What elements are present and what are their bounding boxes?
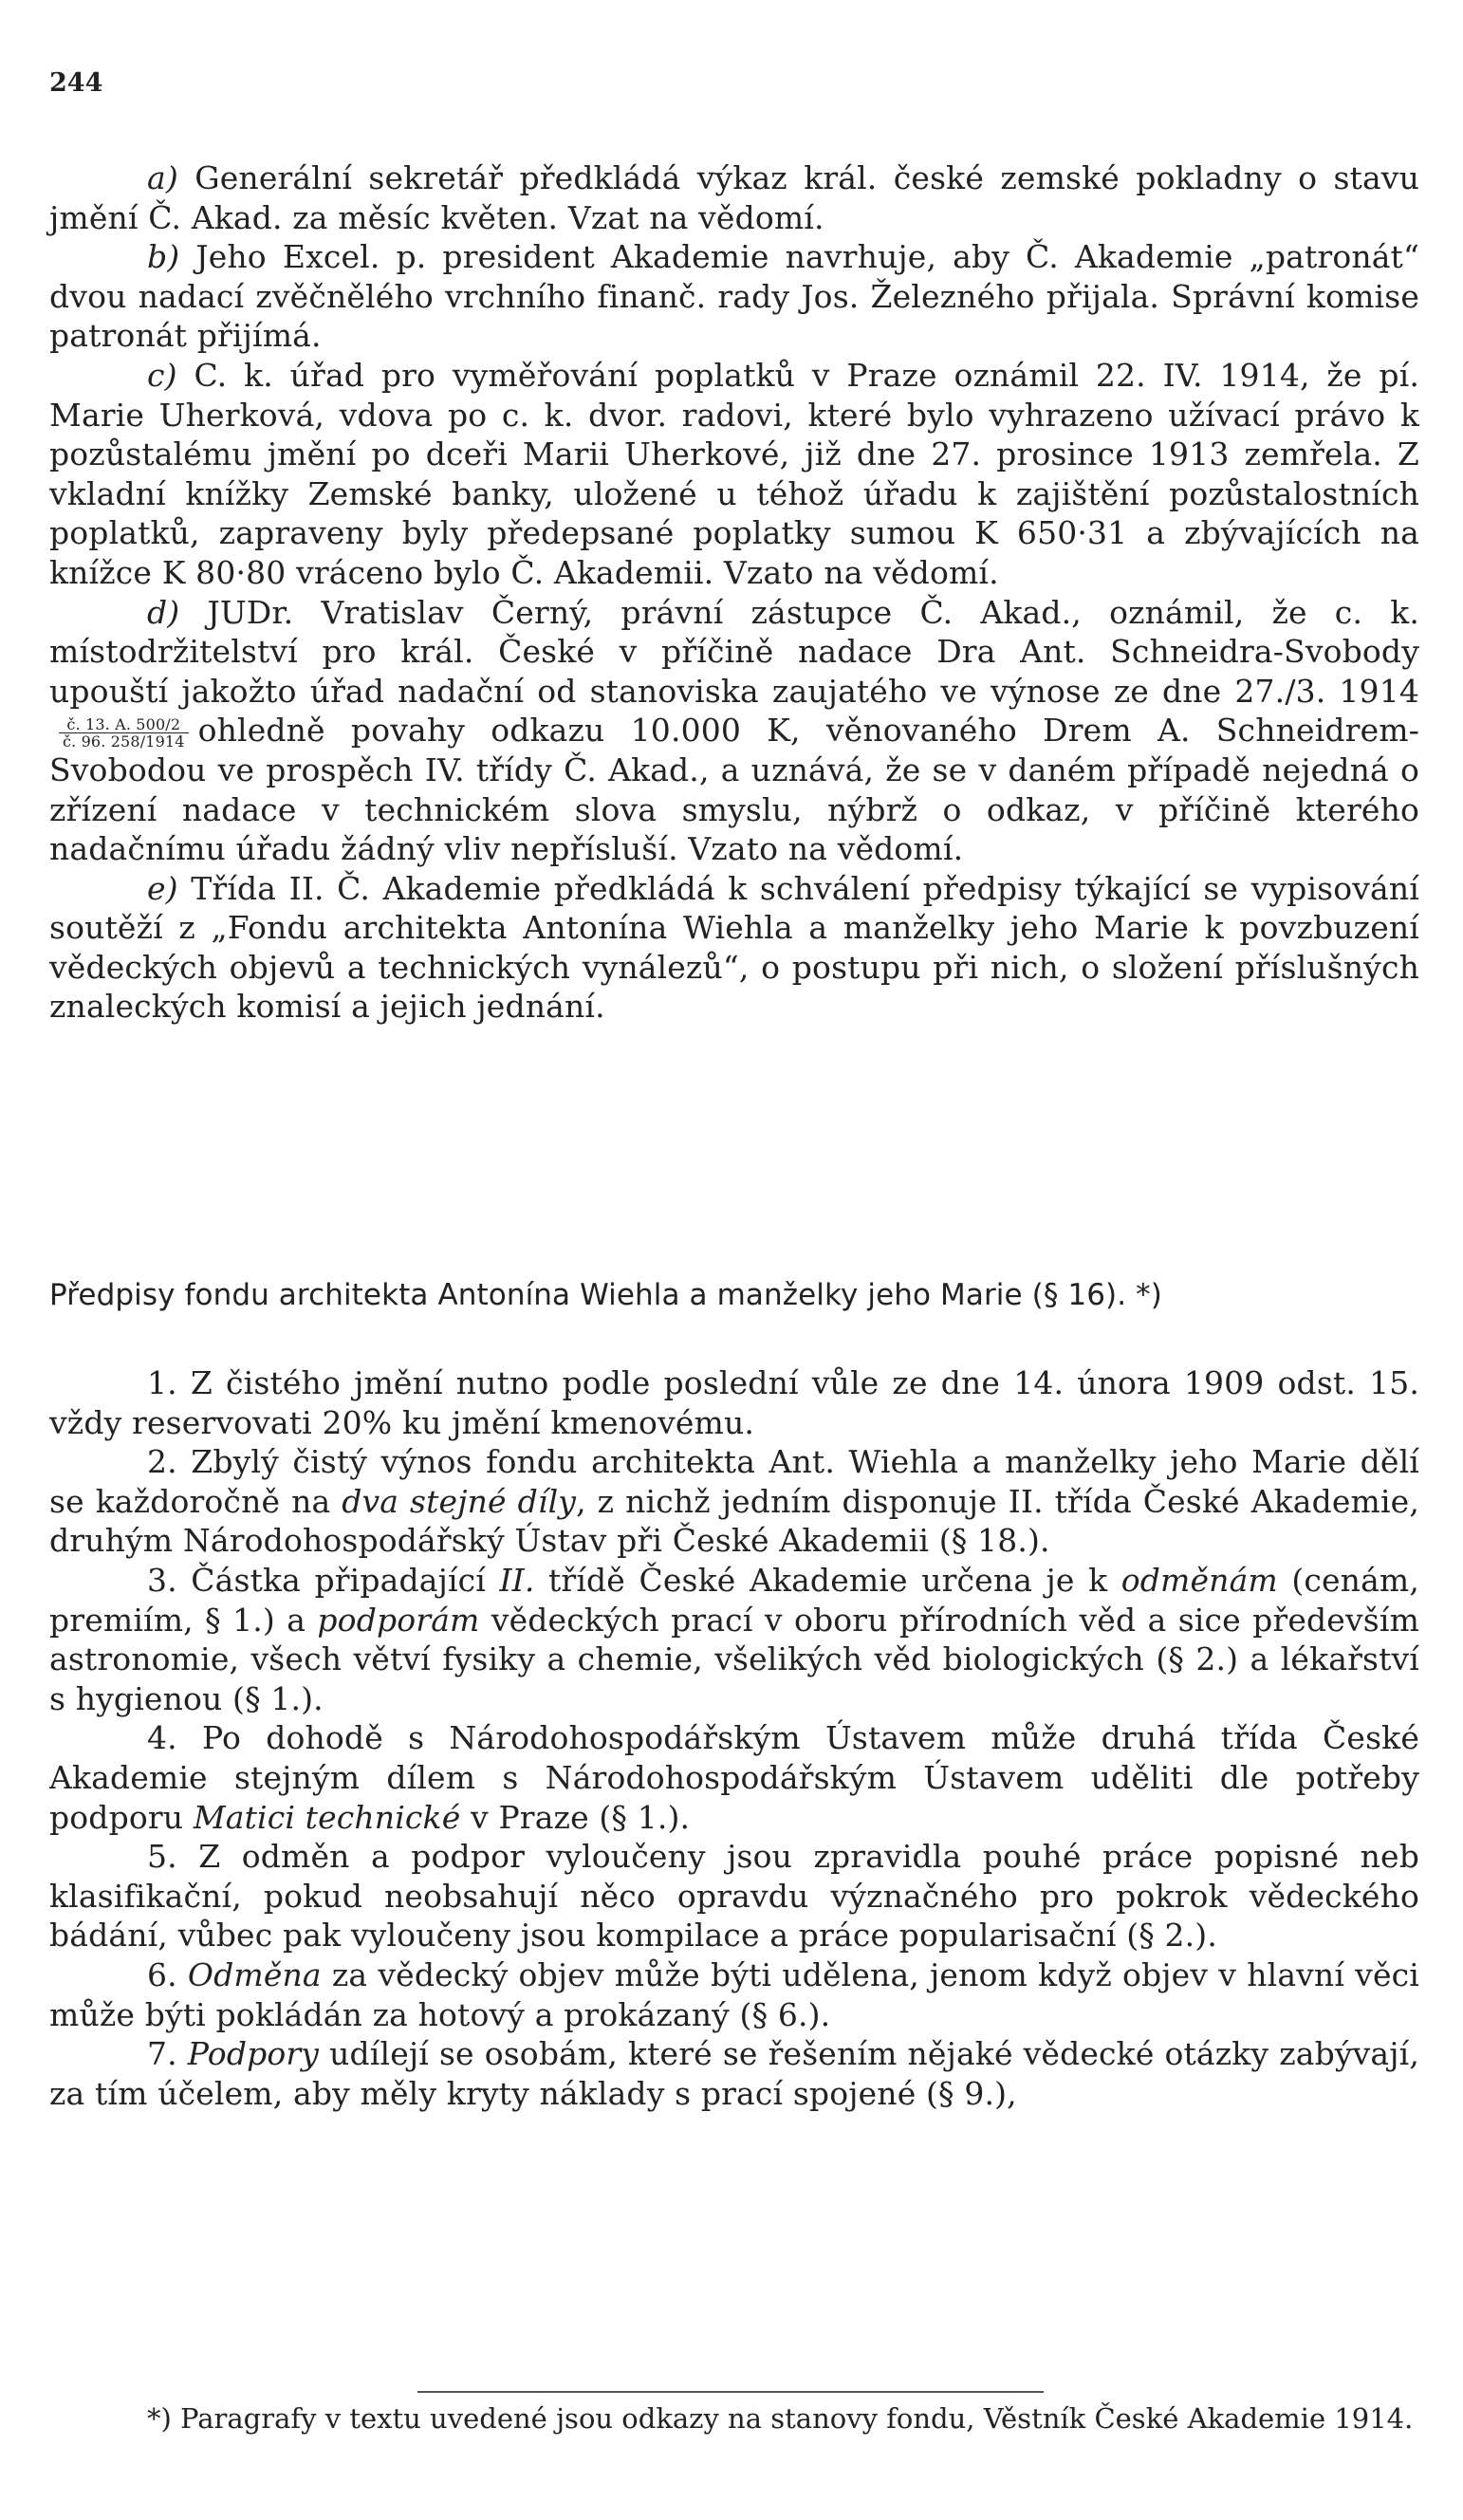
item-d-text-after: ohledně povahy odkazu 10.000 K, věnovaného Drem A. Schneidrem-Svobodou ve prospěch IV. třídy Č. Akad., a uznává, že se v daném případě nejedná o zřízení nadace v technickém slova smyslu, nýbrž o odkaz, v příčině kterého nadačnímu úřadu žádný vliv nepřísluší. Vzato na vědomí. [49, 712, 1419, 868]
item-a-label: a) [147, 159, 178, 196]
item-e-label: e) [147, 869, 178, 907]
rule-3-emphasis-3: podporám [317, 1601, 480, 1639]
rule-3-emphasis-2: odměnám [1120, 1561, 1278, 1599]
fraction-denominator: č. 96. 258/1914 [63, 732, 185, 750]
rule-3-text-after: vědeckých prací v oboru přírodních věd a sice především astronomie, všech větví fysiky a chemie, všelikých věd biologických (§ 2.) a lékařství s hygienou (§ 1.). [49, 1601, 1420, 1717]
item-d-text-before: JUDr. Vratislav Černý, právní zástupce Č. Akad., oznámil, že c. k. místodržitelství pro král. České v příčině nadace Dra Ant. Schneidra-Svobody upouští jakožto úřad nadační od stanoviska zaujatého ve výnose ze dne 27./3. 1914 [49, 593, 1419, 710]
rule-7-text-before: 7. [147, 2035, 188, 2073]
rule-3 [49, 1561, 1419, 1718]
item-e [49, 869, 1419, 1027]
item-b-label: b) [147, 238, 180, 276]
rule-4-text-before: 4. Po dohodě s Národohospodářským Ústavem může druhá třída České Akademie stejným dílem s Národohospodářským Ústavem uděliti dle potřeby podporu [49, 1719, 1419, 1836]
item-e-text: Třída II. Č. Akademie předkládá k schválení předpisy týkající se vypisování soutěží z „Fondu architekta Antonína Wiehla a manželky jeho Marie k povzbuzení vědeckých objevů a technických vynálezů“, o postupu při nich, o složení příslušných znaleckých komisí a jejich jednání. [49, 869, 1419, 1026]
rule-6-emphasis: Odměna [187, 1955, 322, 1993]
rule-2 [49, 1442, 1419, 1561]
rule-6 [49, 1955, 1419, 2034]
rule-3-text-mid-1: třídě České Akademie určena je k [534, 1561, 1121, 1599]
item-b-text: Jeho Excel. p. president Akademie navrhuje, aby Č. Akademie „patronát“ dvou nadací zvěčnělého vrchního finanč. rady Jos. Železného přijala. Správní komise patronát přijímá. [49, 238, 1419, 355]
item-c-text: C. k. úřad pro vyměřování poplatků v Praze oznámil 22. IV. 1914, že pí. Marie Uherková, vdova po c. k. dvor. radovi, které bylo vyhrazeno užívací právo k pozůstalému jmění po dceři Marii Uherkové, již dne 27. prosince 1913 zemřela. Z vkladní knížky Zemské banky, uložené u téhož úřadu k zajištění pozůstalostních poplatků, zapraveny byly předepsané poplatky sumou K 650·31 a zbývajících na knížce K 80·80 vráceno bylo Č. Akademii. Vzato na vědomí. [49, 356, 1419, 591]
page-number: 244 [49, 68, 103, 98]
item-d [49, 593, 1419, 869]
fraction-numerator: č. 13. A. 500/2 [59, 716, 189, 733]
rule-6-text-before: 6. [147, 1955, 188, 1993]
rule-3-text-before: 3. Částka připadající [147, 1561, 500, 1599]
rule-2-text-before: 2. Zbylý čistý výnos fondu architekta Ant. Wiehla a manželky jeho Marie dělí se každoročně na [49, 1443, 1419, 1520]
rule-5: 5. Z odměn a podpor vyloučeny jsou zpravidla pouhé práce popisné neb klasifikační, pokud neobsahují něco opravdu význačného pro pokrok vědeckého bádání, vůbec pak vyloučeny jsou kompilace a práce popularisační (§ 2.). [49, 1838, 1419, 1955]
rule-7-text-after: udílejí se osobám, které se řešením nějaké vědecké otázky zabývají, za tím účelem, aby měly kryty náklady s prací spojené (§ 9.), [49, 2035, 1419, 2112]
item-a-text: Generální sekretář předkládá výkaz král. české zemské pokladny o stavu jmění Č. Akad. za měsíc květen. Vzat na vědomí. [49, 159, 1419, 236]
rule-4-emphasis: Matici technické [193, 1798, 461, 1836]
rule-3-text-mid-2: (cenám, premiím, § 1.) a [49, 1561, 1419, 1639]
rule-6-text-after: za vědecký objev může býti udělena, jenom když objev v hlavní věci může býti pokládán za hotový a prokázaný (§ 6.). [49, 1955, 1419, 2033]
item-b [49, 237, 1419, 356]
item-c [49, 356, 1419, 593]
item-c-label: c) [147, 356, 177, 394]
rule-2-text-after: , z nichž jedním disponuje II. třída České Akademie, druhým Národohospodářský Ústav při České Akademii (§ 18.). [49, 1482, 1420, 1560]
rule-1: 1. Z čistého jmění nutno podle poslední vůle ze dne 14. února 1909 odst. 15. vždy reservovati 20% ku jmění kmenovému. [49, 1364, 1419, 1441]
rule-7 [49, 2034, 1419, 2113]
item-d-label: d) [147, 593, 180, 631]
rule-4-text-after: v Praze (§ 1.). [460, 1798, 691, 1836]
regulations-section [49, 1363, 1419, 2113]
rule-4 [49, 1718, 1419, 1837]
rule-3-emphasis-1: II. [499, 1561, 535, 1599]
section-heading: Předpisy fondu architekta Antonína Wiehla a manželky jeho Marie (§ 16). *) [49, 1278, 1162, 1312]
footnote-divider [417, 2391, 1044, 2393]
item-a [49, 158, 1419, 237]
reference-fraction [59, 716, 189, 750]
footnote: *) Paragrafy v textu uvedené jsou odkazy na stanovy fondu, Věstník České Akademie 1914. [147, 2402, 1414, 2435]
rule-7-emphasis: Podpory [187, 2035, 320, 2073]
minutes-section [49, 158, 1419, 1027]
rule-2-emphasis: dva stejné díly [342, 1482, 577, 1520]
